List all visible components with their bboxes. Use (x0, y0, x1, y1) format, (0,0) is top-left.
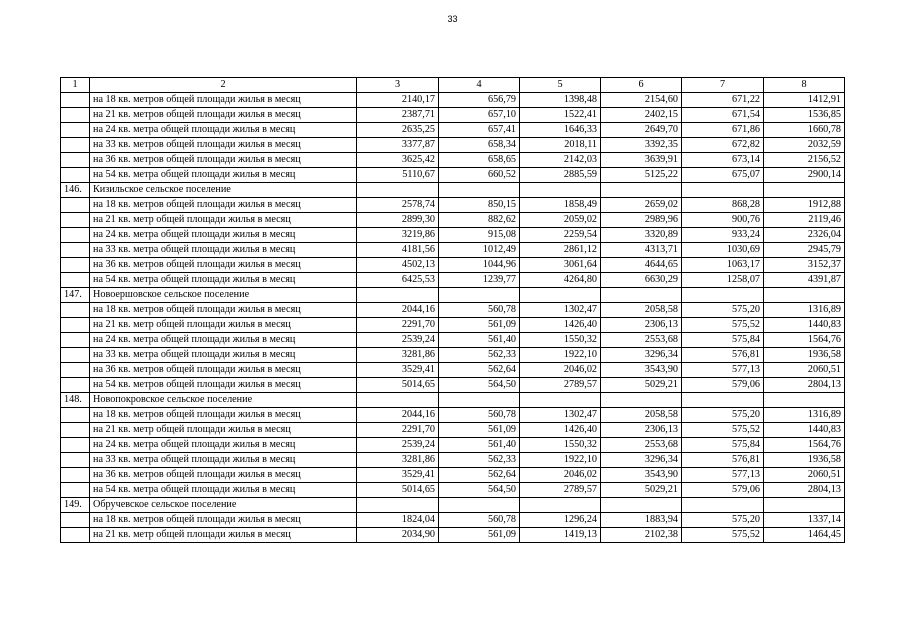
value-cell-col3: 3377,87 (357, 138, 439, 153)
value-cell-col5 (520, 393, 601, 408)
value-cell-col5: 1522,41 (520, 108, 601, 123)
value-cell-col8: 1316,89 (764, 408, 845, 423)
description-cell: на 36 кв. метров общей площади жилья в месяц (90, 153, 357, 168)
value-cell-col3: 6425,53 (357, 273, 439, 288)
value-cell-col5: 2059,02 (520, 213, 601, 228)
value-cell-col6 (601, 393, 682, 408)
value-cell-col8 (764, 393, 845, 408)
value-cell-col3: 2578,74 (357, 198, 439, 213)
description-cell: на 54 кв. метра общей площади жилья в месяц (90, 483, 357, 498)
value-cell-col5: 1426,40 (520, 318, 601, 333)
section-row (61, 183, 845, 198)
value-cell-col4: 657,41 (439, 123, 520, 138)
row-number-cell (61, 213, 90, 228)
description-cell: на 21 кв. метр общей площади жилья в месяц (90, 423, 357, 438)
row-number-cell (61, 93, 90, 108)
description-cell: на 24 кв. метра общей площади жилья в месяц (90, 438, 357, 453)
description-cell: на 24 кв. метра общей площади жилья в месяц (90, 228, 357, 243)
value-cell-col5: 1419,13 (520, 528, 601, 543)
description-cell: на 33 кв. метра общей площади жилья в месяц (90, 453, 357, 468)
value-cell-col6: 2154,60 (601, 93, 682, 108)
value-cell-col8: 2156,52 (764, 153, 845, 168)
value-cell-col8: 1564,76 (764, 333, 845, 348)
row-number-cell (61, 378, 90, 393)
value-cell-col5: 1550,32 (520, 438, 601, 453)
header-cell: 4 (439, 78, 520, 93)
table-row (61, 453, 845, 468)
description-cell: на 18 кв. метров общей площади жилья в месяц (90, 198, 357, 213)
header-cell: 1 (61, 78, 90, 93)
value-cell-col8: 4391,87 (764, 273, 845, 288)
table-row (61, 528, 845, 543)
table-row (61, 273, 845, 288)
table-row (61, 513, 845, 528)
table-row (61, 243, 845, 258)
value-cell-col6: 2649,70 (601, 123, 682, 138)
value-cell-col5: 1922,10 (520, 453, 601, 468)
table-row (61, 198, 845, 213)
value-cell-col3: 2034,90 (357, 528, 439, 543)
value-cell-col6: 2553,68 (601, 333, 682, 348)
value-cell-col8: 2032,59 (764, 138, 845, 153)
row-number-cell (61, 198, 90, 213)
value-cell-col6: 2058,58 (601, 303, 682, 318)
value-cell-col6 (601, 288, 682, 303)
value-cell-col4: 564,50 (439, 378, 520, 393)
row-number-cell: 147. (61, 288, 90, 303)
row-number-cell (61, 348, 90, 363)
description-cell: на 21 кв. метр общей площади жилья в месяц (90, 318, 357, 333)
value-cell-col8: 2060,51 (764, 363, 845, 378)
row-number-cell: 149. (61, 498, 90, 513)
value-cell-col8: 1912,88 (764, 198, 845, 213)
value-cell-col7: 575,20 (682, 408, 764, 423)
row-number-cell (61, 258, 90, 273)
value-cell-col4 (439, 498, 520, 513)
value-cell-col3: 3219,86 (357, 228, 439, 243)
value-cell-col8: 2119,46 (764, 213, 845, 228)
value-cell-col6: 3392,35 (601, 138, 682, 153)
value-cell-col4: 561,09 (439, 528, 520, 543)
header-cell: 3 (357, 78, 439, 93)
value-cell-col6: 6630,29 (601, 273, 682, 288)
value-cell-col3: 4181,56 (357, 243, 439, 258)
description-cell: на 33 кв. метра общей площади жилья в месяц (90, 243, 357, 258)
header-cell: 5 (520, 78, 601, 93)
value-cell-col3: 2539,24 (357, 333, 439, 348)
value-cell-col4: 1044,96 (439, 258, 520, 273)
section-row (61, 288, 845, 303)
value-cell-col8: 1337,14 (764, 513, 845, 528)
value-cell-col4: 562,64 (439, 363, 520, 378)
value-cell-col3: 3529,41 (357, 363, 439, 378)
value-cell-col4: 1239,77 (439, 273, 520, 288)
row-number-cell (61, 363, 90, 378)
row-number-cell (61, 123, 90, 138)
value-cell-col8 (764, 288, 845, 303)
value-cell-col8: 1660,78 (764, 123, 845, 138)
value-cell-col8: 2060,51 (764, 468, 845, 483)
value-cell-col7: 675,07 (682, 168, 764, 183)
value-cell-col8: 3152,37 (764, 258, 845, 273)
value-cell-col3: 4502,13 (357, 258, 439, 273)
row-number-cell (61, 153, 90, 168)
value-cell-col3: 2899,30 (357, 213, 439, 228)
row-number-cell (61, 468, 90, 483)
value-cell-col3: 5014,65 (357, 378, 439, 393)
value-cell-col8: 2326,04 (764, 228, 845, 243)
value-cell-col7: 671,54 (682, 108, 764, 123)
value-cell-col7 (682, 498, 764, 513)
table-row (61, 213, 845, 228)
value-cell-col4: 656,79 (439, 93, 520, 108)
value-cell-col4: 882,62 (439, 213, 520, 228)
value-cell-col7: 868,28 (682, 198, 764, 213)
value-cell-col8: 1316,89 (764, 303, 845, 318)
value-cell-col8: 1464,45 (764, 528, 845, 543)
description-cell: на 36 кв. метров общей площади жилья в месяц (90, 468, 357, 483)
value-cell-col6: 3543,90 (601, 363, 682, 378)
value-cell-col6: 3296,34 (601, 348, 682, 363)
value-cell-col4 (439, 393, 520, 408)
settlement-name-cell: Обручевское сельское поселение (90, 498, 357, 513)
value-cell-col6: 2989,96 (601, 213, 682, 228)
value-cell-col7: 575,20 (682, 303, 764, 318)
table-row (61, 228, 845, 243)
row-number-cell (61, 528, 90, 543)
value-cell-col7: 672,82 (682, 138, 764, 153)
row-number-cell: 146. (61, 183, 90, 198)
value-cell-col5: 1302,47 (520, 303, 601, 318)
value-cell-col6: 2058,58 (601, 408, 682, 423)
value-cell-col4: 560,78 (439, 303, 520, 318)
value-cell-col3: 3529,41 (357, 468, 439, 483)
value-cell-col3: 2140,17 (357, 93, 439, 108)
row-number-cell (61, 108, 90, 123)
value-cell-col8: 1536,85 (764, 108, 845, 123)
row-number-cell (61, 243, 90, 258)
row-number-cell (61, 483, 90, 498)
header-cell: 7 (682, 78, 764, 93)
value-cell-col6: 3543,90 (601, 468, 682, 483)
value-cell-col8: 1936,58 (764, 453, 845, 468)
value-cell-col7: 900,76 (682, 213, 764, 228)
value-cell-col7: 1063,17 (682, 258, 764, 273)
value-cell-col3 (357, 183, 439, 198)
page-number: 33 (447, 14, 458, 24)
value-cell-col6: 2102,38 (601, 528, 682, 543)
value-cell-col5 (520, 288, 601, 303)
description-cell: на 18 кв. метров общей площади жилья в месяц (90, 408, 357, 423)
value-cell-col3: 2044,16 (357, 303, 439, 318)
header-cell: 6 (601, 78, 682, 93)
value-cell-col3: 1824,04 (357, 513, 439, 528)
row-number-cell (61, 453, 90, 468)
value-cell-col8 (764, 183, 845, 198)
value-cell-col5: 2789,57 (520, 483, 601, 498)
table-row (61, 93, 845, 108)
header-cell: 2 (90, 78, 357, 93)
row-number-cell (61, 438, 90, 453)
table-row (61, 123, 845, 138)
description-cell: на 21 кв. метр общей площади жилья в месяц (90, 528, 357, 543)
value-cell-col4: 850,15 (439, 198, 520, 213)
table-row (61, 318, 845, 333)
row-number-cell (61, 423, 90, 438)
row-number-cell (61, 168, 90, 183)
description-cell: на 21 кв. метр общей площади жилья в месяц (90, 213, 357, 228)
table-body (61, 78, 845, 543)
settlement-name-cell: Новопокровское сельское поселение (90, 393, 357, 408)
value-cell-col6: 2306,13 (601, 423, 682, 438)
value-cell-col4: 562,64 (439, 468, 520, 483)
value-cell-col4: 1012,49 (439, 243, 520, 258)
value-cell-col7: 577,13 (682, 468, 764, 483)
value-cell-col4: 660,52 (439, 168, 520, 183)
value-cell-col7: 1258,07 (682, 273, 764, 288)
value-cell-col7: 577,13 (682, 363, 764, 378)
value-cell-col4: 561,09 (439, 318, 520, 333)
value-cell-col6: 4313,71 (601, 243, 682, 258)
value-cell-col5 (520, 183, 601, 198)
table-row (61, 438, 845, 453)
row-number-cell (61, 318, 90, 333)
value-cell-col5 (520, 498, 601, 513)
value-cell-col4: 658,65 (439, 153, 520, 168)
value-cell-col4: 562,33 (439, 348, 520, 363)
description-cell: на 33 кв. метров общей площади жилья в месяц (90, 138, 357, 153)
value-cell-col7: 1030,69 (682, 243, 764, 258)
value-cell-col8: 1440,83 (764, 423, 845, 438)
value-cell-col4: 915,08 (439, 228, 520, 243)
value-cell-col3 (357, 393, 439, 408)
description-cell: на 54 кв. метров общей площади жилья в месяц (90, 378, 357, 393)
value-cell-col4: 560,78 (439, 408, 520, 423)
value-cell-col3: 5014,65 (357, 483, 439, 498)
description-cell: на 18 кв. метров общей площади жилья в месяц (90, 513, 357, 528)
table-row (61, 423, 845, 438)
value-cell-col5: 1302,47 (520, 408, 601, 423)
value-cell-col6: 5029,21 (601, 378, 682, 393)
value-cell-col4: 564,50 (439, 483, 520, 498)
value-cell-col3: 3281,86 (357, 348, 439, 363)
value-cell-col5: 2046,02 (520, 363, 601, 378)
description-cell: на 54 кв. метра общей площади жилья в месяц (90, 168, 357, 183)
value-cell-col4: 561,40 (439, 333, 520, 348)
value-cell-col5: 1398,48 (520, 93, 601, 108)
value-cell-col4: 560,78 (439, 513, 520, 528)
value-cell-col5: 1646,33 (520, 123, 601, 138)
description-cell: на 36 кв. метров общей площади жилья в месяц (90, 363, 357, 378)
description-cell: на 18 кв. метров общей площади жилья в месяц (90, 93, 357, 108)
value-cell-col8: 1936,58 (764, 348, 845, 363)
value-cell-col6: 2306,13 (601, 318, 682, 333)
value-cell-col7: 579,06 (682, 378, 764, 393)
value-cell-col4: 657,10 (439, 108, 520, 123)
value-cell-col6: 2659,02 (601, 198, 682, 213)
value-cell-col3: 5110,67 (357, 168, 439, 183)
value-cell-col5: 1922,10 (520, 348, 601, 363)
value-cell-col7: 576,81 (682, 453, 764, 468)
description-cell: на 36 кв. метров общей площади жилья в месяц (90, 258, 357, 273)
value-cell-col5: 1426,40 (520, 423, 601, 438)
value-cell-col6: 4644,65 (601, 258, 682, 273)
value-cell-col4: 561,40 (439, 438, 520, 453)
value-cell-col5: 2142,03 (520, 153, 601, 168)
value-cell-col3: 2387,71 (357, 108, 439, 123)
value-cell-col7: 575,84 (682, 438, 764, 453)
table-row (61, 333, 845, 348)
table-row (61, 408, 845, 423)
value-cell-col5: 2259,54 (520, 228, 601, 243)
value-cell-col5: 1296,24 (520, 513, 601, 528)
value-cell-col8: 2804,13 (764, 483, 845, 498)
value-cell-col5: 1550,32 (520, 333, 601, 348)
value-cell-col7: 933,24 (682, 228, 764, 243)
row-number-cell (61, 273, 90, 288)
value-cell-col6: 5125,22 (601, 168, 682, 183)
value-cell-col3 (357, 498, 439, 513)
value-cell-col8: 1564,76 (764, 438, 845, 453)
header-cell: 8 (764, 78, 845, 93)
value-cell-col7: 576,81 (682, 348, 764, 363)
value-cell-col7: 671,22 (682, 93, 764, 108)
value-cell-col6: 3296,34 (601, 453, 682, 468)
value-cell-col3: 2291,70 (357, 318, 439, 333)
value-cell-col7: 575,52 (682, 528, 764, 543)
description-cell: на 54 кв. метра общей площади жилья в месяц (90, 273, 357, 288)
value-cell-col6: 5029,21 (601, 483, 682, 498)
value-cell-col7: 575,84 (682, 333, 764, 348)
section-row (61, 393, 845, 408)
value-cell-col5: 2018,11 (520, 138, 601, 153)
value-cell-col3: 2539,24 (357, 438, 439, 453)
value-cell-col5: 2861,12 (520, 243, 601, 258)
value-cell-col8: 2945,79 (764, 243, 845, 258)
value-cell-col3: 2291,70 (357, 423, 439, 438)
value-cell-col7: 673,14 (682, 153, 764, 168)
value-cell-col3: 3625,42 (357, 153, 439, 168)
value-cell-col3 (357, 288, 439, 303)
value-cell-col7: 671,86 (682, 123, 764, 138)
table-row (61, 468, 845, 483)
value-cell-col8: 2804,13 (764, 378, 845, 393)
table-row (61, 378, 845, 393)
settlement-name-cell: Кизильское сельское поселение (90, 183, 357, 198)
row-number-cell (61, 138, 90, 153)
value-cell-col7 (682, 183, 764, 198)
value-cell-col3: 3281,86 (357, 453, 439, 468)
value-cell-col8: 1440,83 (764, 318, 845, 333)
value-cell-col6 (601, 183, 682, 198)
value-cell-col5: 4264,80 (520, 273, 601, 288)
tariff-table (60, 77, 845, 543)
description-cell: на 33 кв. метра общей площади жилья в месяц (90, 348, 357, 363)
table-row (61, 348, 845, 363)
value-cell-col7 (682, 288, 764, 303)
value-cell-col4 (439, 288, 520, 303)
header-row (61, 78, 845, 93)
value-cell-col4: 658,34 (439, 138, 520, 153)
row-number-cell: 148. (61, 393, 90, 408)
table-row (61, 363, 845, 378)
value-cell-col6: 1883,94 (601, 513, 682, 528)
table-row (61, 108, 845, 123)
value-cell-col6: 2553,68 (601, 438, 682, 453)
value-cell-col8: 1412,91 (764, 93, 845, 108)
settlement-name-cell: Новоершовское сельское поселение (90, 288, 357, 303)
value-cell-col6: 3320,89 (601, 228, 682, 243)
row-number-cell (61, 228, 90, 243)
description-cell: на 21 кв. метров общей площади жилья в месяц (90, 108, 357, 123)
value-cell-col4: 561,09 (439, 423, 520, 438)
description-cell: на 24 кв. метра общей площади жилья в месяц (90, 123, 357, 138)
value-cell-col7: 579,06 (682, 483, 764, 498)
value-cell-col7: 575,52 (682, 423, 764, 438)
value-cell-col7: 575,52 (682, 318, 764, 333)
table-row (61, 303, 845, 318)
value-cell-col4 (439, 183, 520, 198)
description-cell: на 18 кв. метров общей площади жилья в месяц (90, 303, 357, 318)
value-cell-col6: 3639,91 (601, 153, 682, 168)
value-cell-col5: 2046,02 (520, 468, 601, 483)
value-cell-col7: 575,20 (682, 513, 764, 528)
value-cell-col4: 562,33 (439, 453, 520, 468)
value-cell-col5: 2789,57 (520, 378, 601, 393)
value-cell-col7 (682, 393, 764, 408)
value-cell-col5: 3061,64 (520, 258, 601, 273)
row-number-cell (61, 333, 90, 348)
table-row (61, 168, 845, 183)
value-cell-col6 (601, 498, 682, 513)
value-cell-col3: 2044,16 (357, 408, 439, 423)
row-number-cell (61, 303, 90, 318)
value-cell-col8: 2900,14 (764, 168, 845, 183)
value-cell-col3: 2635,25 (357, 123, 439, 138)
table-row (61, 138, 845, 153)
table-row (61, 153, 845, 168)
value-cell-col6: 2402,15 (601, 108, 682, 123)
section-row (61, 498, 845, 513)
value-cell-col5: 1858,49 (520, 198, 601, 213)
table-row (61, 258, 845, 273)
description-cell: на 24 кв. метра общей площади жилья в месяц (90, 333, 357, 348)
table-row (61, 483, 845, 498)
row-number-cell (61, 513, 90, 528)
value-cell-col5: 2885,59 (520, 168, 601, 183)
value-cell-col8 (764, 498, 845, 513)
row-number-cell (61, 408, 90, 423)
